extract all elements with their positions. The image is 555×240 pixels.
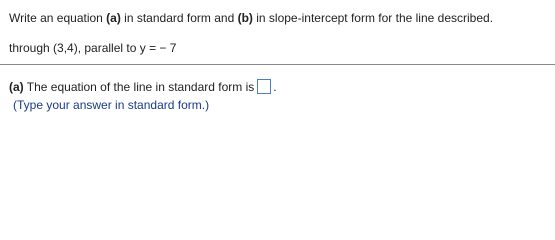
problem-text-1: Write an equation: [9, 11, 107, 25]
answer-hint: (Type your answer in standard form.): [13, 98, 210, 112]
given-condition: through (3,4), parallel to y = − 7: [9, 41, 177, 55]
problem-statement: [9, 11, 493, 25]
answer-input[interactable]: [257, 79, 271, 94]
problem-text-3: in slope-intercept form for the line described.: [252, 11, 494, 25]
part-a-label: (a): [9, 79, 24, 94]
part-a-prompt: The equation of the line in standard form is: [23, 79, 255, 94]
part-b-tag: (b): [237, 11, 253, 25]
answer-period: .: [273, 79, 277, 94]
section-divider: [0, 64, 555, 65]
part-a-question: [9, 79, 277, 94]
problem-text-2: in standard form and: [120, 11, 238, 25]
part-a-tag: (a): [106, 11, 121, 25]
